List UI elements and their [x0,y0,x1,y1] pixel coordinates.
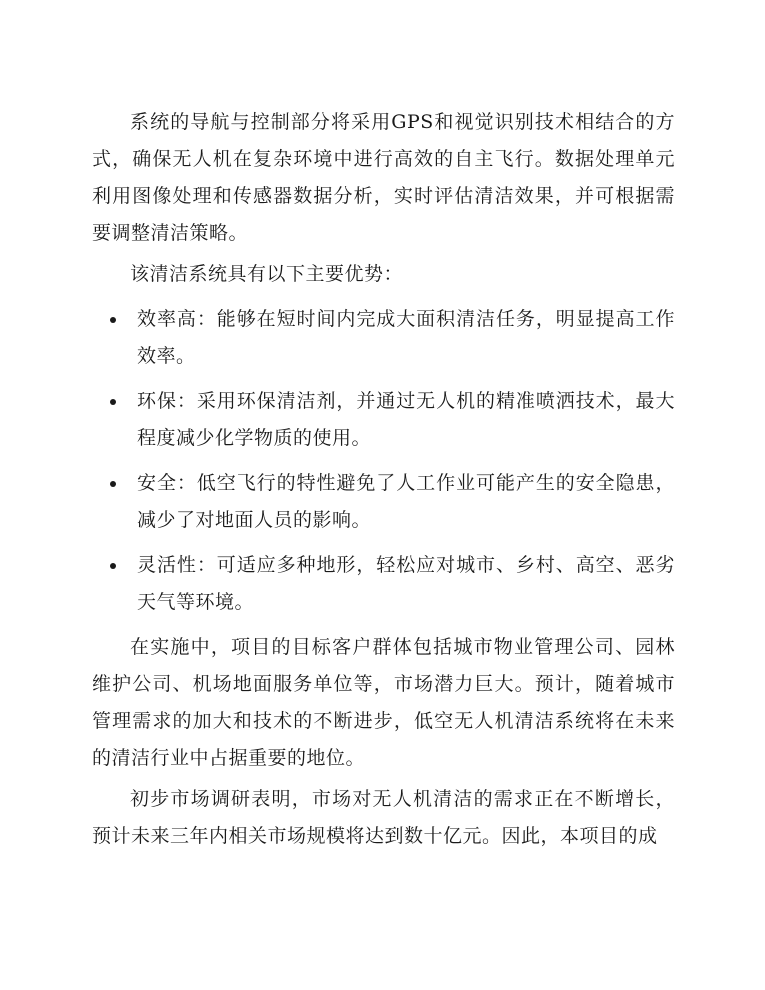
advantages-list [92,301,675,621]
document-page [92,104,675,855]
bullet-icon [110,563,116,569]
list-item-flexibility [92,547,675,621]
paragraph-market-research: 初步市场调研表明，市场对无人机清洁的需求正在不断增长，预计未来三年内相关市场规模将达到数十亿元。因此，本项目的成 [92,788,675,847]
bullet-icon [110,481,116,487]
list-item-text: 效率高：能够在短时间内完成大面积清洁任务，明显提高工作效率。 [137,308,675,367]
list-item-environmental [92,383,675,457]
list-item-safety [92,465,675,539]
paragraph-navigation-control: 系统的导航与控制部分将采用GPS和视觉识别技术相结合的方式，确保无人机在复杂环境中进行高效的自主飞行。数据处理单元利用图像处理和传感器数据分析，实时评估清洁效果，并可根据需要调整清洁策略。 [92,111,675,244]
list-item-text: 安全：低空飞行的特性避免了人工作业可能产生的安全隐患，减少了对地面人员的影响。 [137,472,675,531]
bullet-icon [110,317,116,323]
list-item-efficiency [92,301,675,375]
paragraph-implementation: 在实施中，项目的目标客户群体包括城市物业管理公司、园林维护公司、机场地面服务单位等，市场潜力巨大。预计，随着城市管理需求的加大和技术的不断进步，低空无人机清洁系统将在未来的清洁行业中占据重要的地位。 [92,636,675,769]
bullet-icon [110,399,116,405]
list-item-text: 环保：采用环保清洁剂，并通过无人机的精准喷洒技术，最大程度减少化学物质的使用。 [137,390,675,449]
list-item-text: 灵活性：可适应多种地形，轻松应对城市、乡村、高空、恶劣天气等环境。 [137,554,675,613]
paragraph-advantages-intro: 该清洁系统具有以下主要优势： [130,263,404,285]
